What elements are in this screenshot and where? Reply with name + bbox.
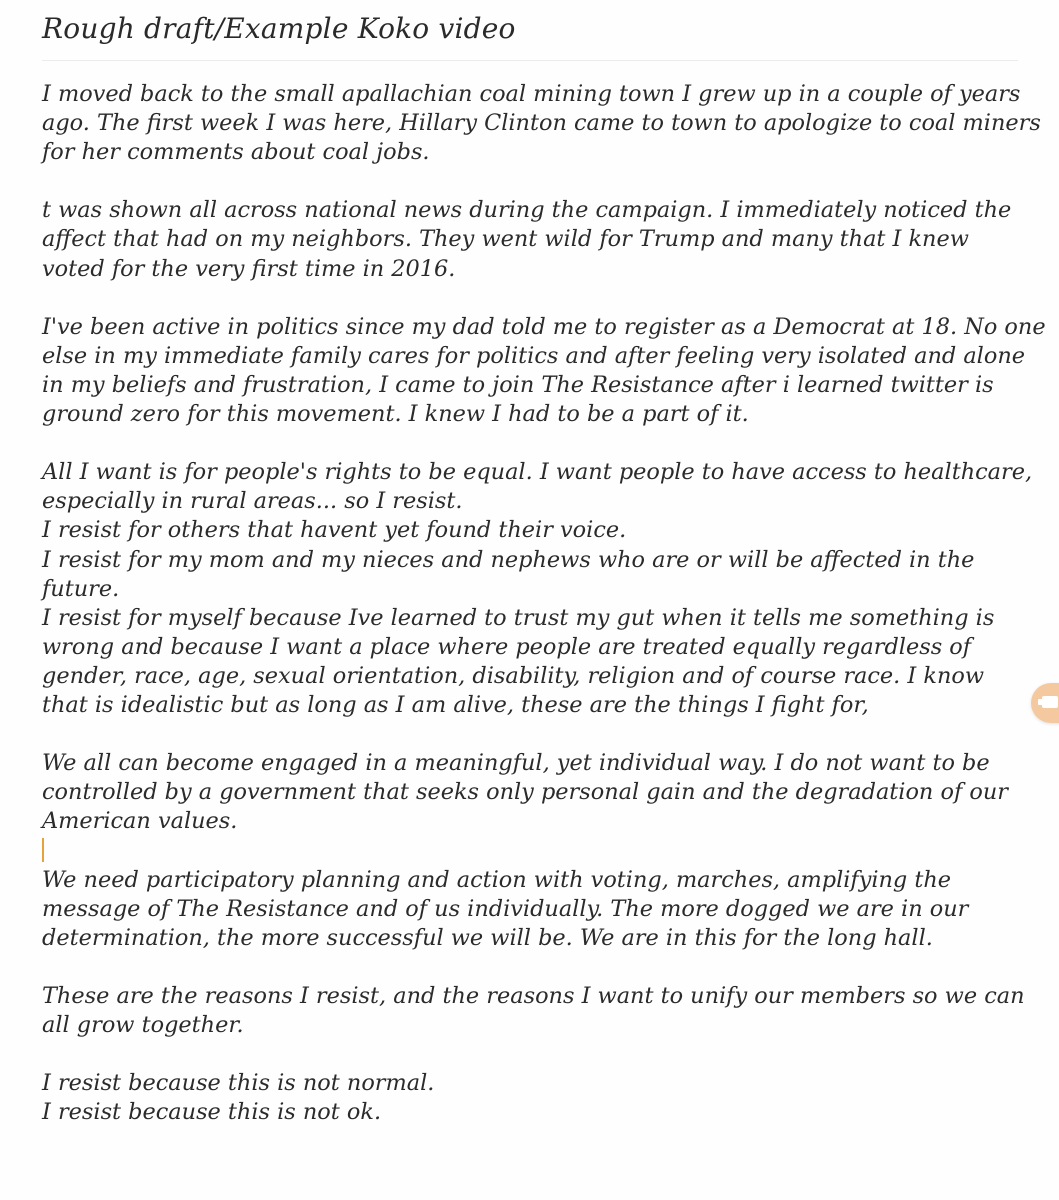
text-line: I resist because this is not normal. (42, 1070, 435, 1097)
text-line: that is idealistic but as long as I am alive, these are the things I fight for, (42, 691, 869, 718)
paragraph (42, 749, 1032, 836)
floating-video-button[interactable] (1031, 683, 1059, 723)
text-line: wrong and because I want a place where people are treated equally regardless of (42, 633, 972, 660)
text-line: affect that had on my neighbors. They went wild for Trump and many that I knew (42, 226, 969, 253)
text-line: All I want is for people's rights to be equal. I want people to have access to healthcare, (42, 459, 1033, 486)
text-line: These are the reasons I resist, and the reasons I want to unify our members so we can (42, 982, 1025, 1009)
text-line: We need participatory planning and action with voting, marches, amplifying the (42, 866, 952, 893)
text-line: I resist for my mom and my nieces and nephews who are or will be affected in the (42, 546, 975, 573)
paragraph (42, 80, 1041, 167)
paragraph (42, 313, 1046, 429)
text-line: t was shown all across national news during the campaign. I immediately noticed the (42, 197, 1012, 224)
text-line: We all can become engaged in a meaningful, yet individual way. I do not want to be (42, 750, 990, 777)
paragraph (42, 196, 1032, 283)
text-line: ago. The first week I was here, Hillary Clinton came to town to apologize to coal miners (42, 110, 1041, 137)
text-line: for her comments about coal jobs. (42, 139, 430, 166)
text-line: gender, race, age, sexual orientation, disability, religion and of course race. I know (42, 662, 985, 689)
paragraph (42, 982, 1032, 1040)
note-title[interactable]: Rough draft/Example Koko video (42, 12, 516, 45)
text-line: I resist for myself because Ive learned to trust my gut when it tells me something is (42, 604, 995, 631)
text-line: I resist for others that havent yet found their voice. (42, 517, 627, 544)
empty-line (42, 836, 1032, 865)
text-line: in my beliefs and frustration, I came to join The Resistance after i learned twitter is (42, 371, 994, 398)
video-camera-icon (1042, 696, 1058, 708)
text-line: especially in rural areas... so I resist. (42, 488, 463, 515)
paragraph (42, 1069, 1032, 1127)
text-line: I've been active in politics since my dad told me to register as a Democrat at 18. No one (42, 313, 1046, 340)
text-line: future. (42, 575, 120, 602)
text-line: American values. (42, 808, 238, 835)
text-cursor (42, 838, 44, 862)
paragraph (42, 458, 1032, 720)
note-body[interactable] (42, 80, 1046, 1127)
text-line: voted for the very first time in 2016. (42, 255, 456, 282)
text-line: all grow together. (42, 1012, 244, 1038)
text-line: I moved back to the small apallachian coal mining town I grew up in a couple of years (42, 81, 1021, 107)
text-line: controlled by a government that seeks only personal gain and the degradation of our (42, 779, 1008, 806)
text-line: ground zero for this movement. I knew I had to be a part of it. (42, 401, 749, 428)
title-divider (42, 60, 1018, 61)
text-line: else in my immediate family cares for politics and after feeling very isolated and alone (42, 342, 1025, 369)
text-line: message of The Resistance and of us individually. The more dogged we are in our (42, 895, 969, 922)
text-line: determination, the more successful we will be. We are in this for the long hall. (42, 924, 933, 951)
paragraph (42, 866, 1032, 953)
text-line: I resist because this is not ok. (42, 1099, 382, 1126)
